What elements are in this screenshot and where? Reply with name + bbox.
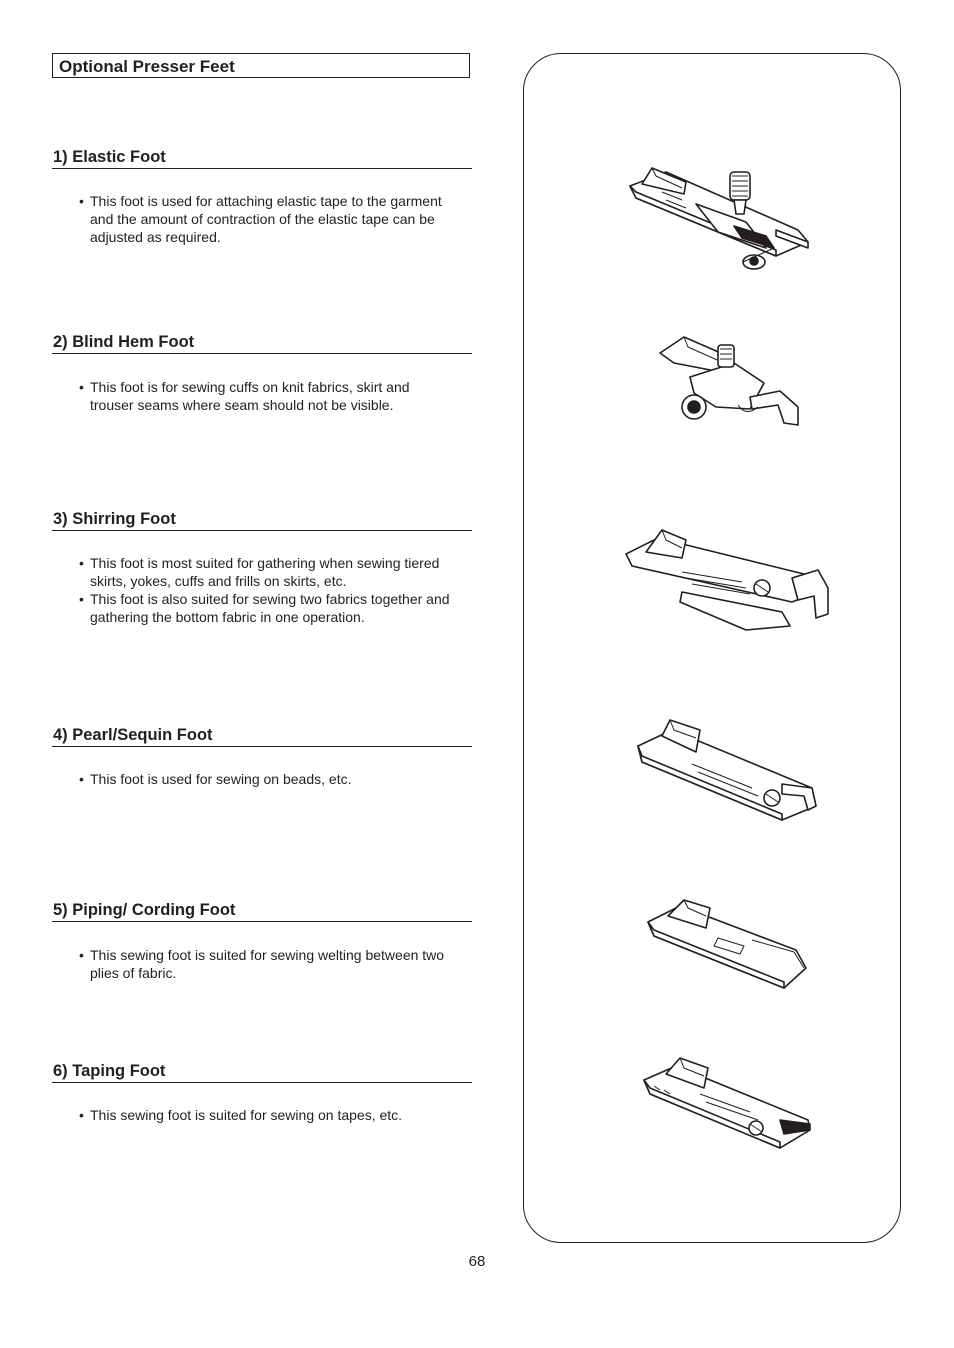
- bullet-item: • This sewing foot is suited for sewing welting between two plies of fabric.: [79, 947, 445, 981]
- section-heading: 2) Blind Hem Foot: [52, 333, 472, 354]
- bullet-item: • This foot is also suited for sewing two fabrics together and gathering the bottom fabric in one operation.: [79, 591, 450, 625]
- bullet-item: • This foot is used for sewing on beads, etc.: [79, 771, 352, 787]
- section-blind-hem-foot: [52, 333, 472, 414]
- blind-hem-foot-illustration: [654, 333, 802, 433]
- elastic-foot-illustration: [626, 164, 816, 282]
- section-heading: 6) Taping Foot: [52, 1062, 472, 1083]
- bullet-list: [52, 946, 472, 982]
- section-shirring-foot: [52, 510, 472, 626]
- bullet-list: [52, 554, 472, 626]
- page-number: 68: [468, 1253, 486, 1270]
- page-title: Optional Presser Feet: [59, 57, 235, 76]
- bullet-list: [52, 1106, 472, 1124]
- section-heading: 1) Elastic Foot: [52, 148, 472, 169]
- bullet-list: [52, 378, 472, 414]
- bullet-list: [52, 192, 472, 246]
- pearl-sequin-foot-illustration: [632, 716, 822, 834]
- bullet-item: • This foot is for sewing cuffs on knit fabrics, skirt and trouser seams where seam should not be visible.: [79, 379, 410, 413]
- shirring-foot-illustration: [622, 526, 832, 636]
- bullet-list: [52, 770, 472, 788]
- bullet-item: • This sewing foot is suited for sewing on tapes, etc.: [79, 1107, 403, 1123]
- bullet-item: • This foot is most suited for gathering when sewing tiered skirts, yokes, cuffs and frills on skirts, etc.: [79, 555, 440, 589]
- section-taping-foot: [52, 1062, 472, 1124]
- section-heading: 3) Shirring Foot: [52, 510, 472, 531]
- section-elastic-foot: [52, 148, 472, 246]
- section-title-box: [52, 53, 470, 78]
- section-heading: 5) Piping/ Cording Foot: [52, 901, 472, 922]
- section-heading: 4) Pearl/Sequin Foot: [52, 726, 472, 747]
- section-pearl-sequin-foot: [52, 726, 472, 788]
- taping-foot-illustration: [640, 1056, 816, 1156]
- bullet-item: • This foot is used for attaching elastic tape to the garment and the amount of contraction of the elastic tape can be adjusted as required.: [79, 193, 442, 245]
- piping-cording-foot-illustration: [644, 896, 812, 996]
- section-piping-cording-foot: [52, 901, 472, 982]
